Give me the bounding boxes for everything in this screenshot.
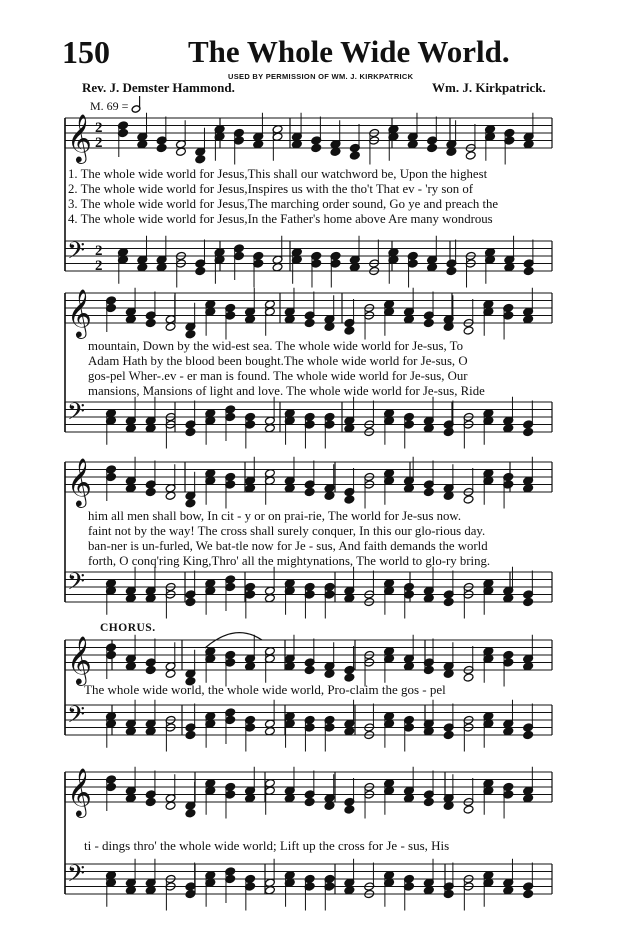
note-head — [349, 151, 360, 160]
note-head — [463, 495, 474, 504]
verse-2-line-b: Adam Hath by the blood been bought.The whole wide world for Je-sus, O — [88, 354, 468, 368]
treble-clef-icon: 𝄞 — [67, 113, 92, 162]
note-head — [443, 597, 454, 606]
verse-4-line-c: forth, O conq'ring King,Thro' all the mightynations, The world to glo-ry bring. — [88, 554, 491, 568]
time-signature-bottom: 2 — [95, 258, 103, 274]
verse-1-line-b: mountain, Down by the wid-est sea. The whole wide world for Je-sus, To — [88, 339, 464, 353]
bass-clef-icon: 𝄢 — [67, 567, 86, 601]
chorus-label: CHORUS. — [100, 622, 156, 634]
chorus-line-1: The whole wide world, the whole wide world, Pro-claim the gos - pel — [84, 682, 446, 697]
note-head — [344, 673, 355, 682]
permission-note: USED BY PERMISSION OF WM. J. KIRKPATRICK — [228, 72, 414, 81]
time-signature-top: 2 — [95, 120, 103, 136]
note-head — [463, 326, 474, 335]
chorus-line-2: ti - dings thro' the whole wide world; Lift up the cross for Je - sus, His — [84, 838, 450, 853]
verse-3-line-b: gos-pel Wher-.ev - er man is found. The whole wide world for Je-sus, Our — [88, 369, 468, 383]
treble-clef-icon: 𝄞 — [67, 635, 92, 684]
note-head — [427, 143, 438, 152]
composer-credit: Wm. J. Kirkpatrick. — [432, 80, 546, 95]
note-head — [156, 143, 167, 152]
note-head — [311, 143, 322, 152]
bass-clef-icon: 𝄢 — [67, 236, 86, 270]
verse-1-line-c: him all men shall bow, In cit - y or on prai-rie, The world for Je-sus now. — [88, 509, 462, 523]
verse-3-line-c: ban-ner is un-furled, We bat-tle now for Je - sus, And faith demands the world — [88, 539, 488, 553]
note-head — [344, 326, 355, 335]
treble-clef-icon: 𝄞 — [67, 457, 92, 506]
time-signature-bottom: 2 — [95, 135, 103, 151]
note-head — [344, 805, 355, 814]
note-head — [423, 487, 434, 496]
metronome-label: M. 69 = — [90, 99, 129, 113]
note-head — [195, 266, 206, 275]
hymn-title: The Whole Wide World. — [188, 34, 510, 69]
hymn-number: 150 — [62, 34, 110, 70]
note-head — [523, 266, 534, 275]
note-head — [185, 809, 196, 818]
bass-clef-icon: 𝄢 — [67, 397, 86, 431]
note-head — [185, 330, 196, 339]
verse-4-line-b: mansions, Mansions of light and love. The whole wide world for Je-sus, Ride — [88, 384, 485, 398]
note-head — [304, 318, 315, 327]
note-head — [423, 318, 434, 327]
note-head — [304, 665, 315, 674]
note-head — [185, 499, 196, 508]
note-head — [463, 805, 474, 814]
verse-4-line-a: 4. The whole wide world for Jesus,In the Father's home above Are many wondrous — [68, 212, 493, 226]
note-head — [145, 665, 156, 674]
verse-3-line-a: 3. The whole wide world for Jesus,The marching order sound, Go ye and preach the — [68, 197, 499, 211]
note-head — [145, 487, 156, 496]
verse-2-line-c: faint not by the way! The cross shall surely conquer, In this our glo-rious day. — [88, 524, 486, 538]
note-head — [446, 266, 457, 275]
note-head — [304, 797, 315, 806]
note-head — [465, 151, 476, 160]
note-head — [443, 427, 454, 436]
verse-1-line-a: 1. The whole wide world for Jesus,This shall our watchword be, Upon the highest — [68, 167, 488, 181]
note-head — [423, 797, 434, 806]
note-head — [185, 889, 196, 898]
note-head — [523, 597, 534, 606]
note-head — [523, 889, 534, 898]
note-head — [443, 730, 454, 739]
note-head — [145, 318, 156, 327]
note-head — [145, 797, 156, 806]
treble-clef-icon: 𝄞 — [67, 767, 92, 816]
note-head — [185, 597, 196, 606]
verse-2-line-a: 2. The whole wide world for Jesus,Inspires us with the tho't That ev - 'ry son of — [68, 182, 474, 196]
note-head — [523, 427, 534, 436]
treble-clef-icon: 𝄞 — [67, 288, 92, 337]
note-head — [185, 730, 196, 739]
bass-clef-icon: 𝄢 — [67, 700, 86, 734]
bass-clef-icon: 𝄢 — [67, 859, 86, 893]
note-head — [463, 673, 474, 682]
note-head — [344, 495, 355, 504]
note-head — [304, 487, 315, 496]
time-signature-top: 2 — [95, 243, 103, 259]
note-head — [523, 730, 534, 739]
lyricist-credit: Rev. J. Demster Hammond. — [82, 80, 235, 95]
note-head — [195, 155, 206, 164]
note-head — [185, 427, 196, 436]
